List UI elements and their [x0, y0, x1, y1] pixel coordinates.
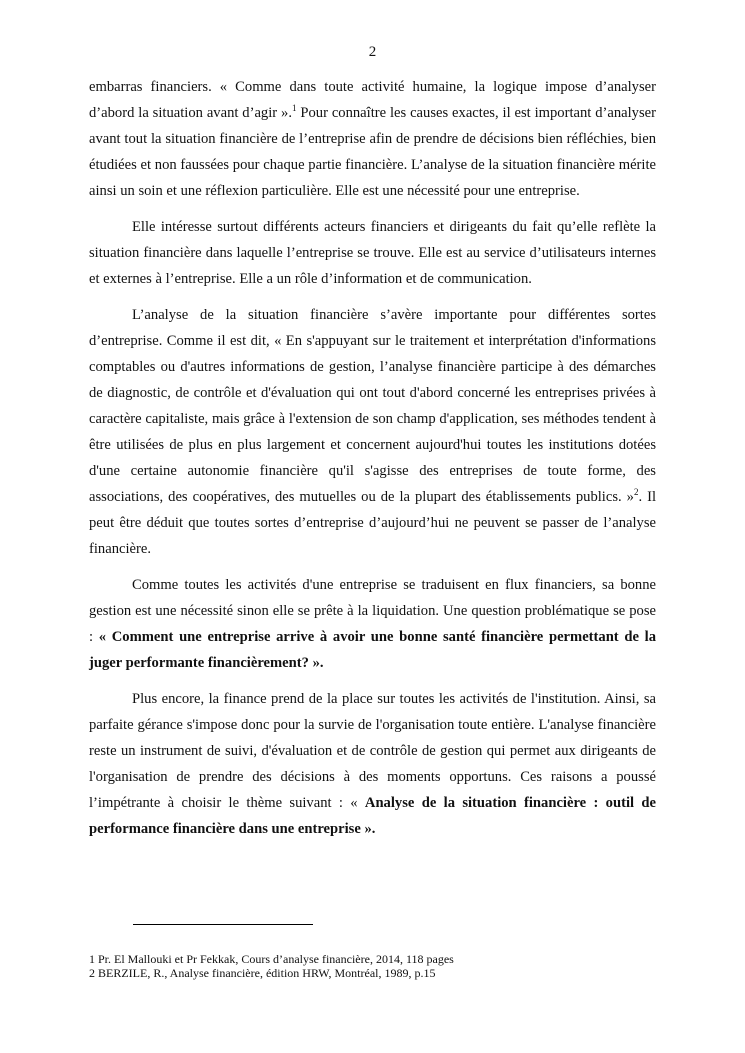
paragraph-text: embarras financiers. « Comme dans toute activité humaine, la logique impose d’analyser d’abord la situation avant d’agir ». [89, 79, 656, 121]
footnote-ref-2: 2 [633, 487, 639, 497]
body-text [89, 74, 656, 852]
paragraph-problem-statement [89, 572, 656, 676]
problem-question: « Comment une entreprise arrive à avoir une bonne santé financière permettant de la juger performante financièrement? ». [89, 629, 657, 671]
paragraph-text: Plus encore, la finance prend de la place sur toutes les activités de l'institution. Ainsi, sa parfaite gérance s'impose donc pour la survie de l'organisation toute entière. L'analyse financière reste un instrument de suivi, d'évaluation et de contrôle de gestion qui permet aux dirigeants de l'organisation de prendre des décisions à des moments opportuns. Ces raisons a poussé l’impétrante à choisir le thème suivant : « [89, 691, 656, 811]
paragraph [89, 214, 656, 292]
footnote-2: 2 BERZILE, R., Analyse financière, édition HRW, Montréal, 1989, p.15 [89, 966, 436, 980]
paragraph-text: Pour connaître les causes exactes, il est important d’analyser avant tout la situation financière de l’entreprise afin de prendre de décisions bien réfléchies, bien étudiées et non faussées pour chaque partie financière. L’analyse de la situation financière mérite ainsi un soin et une réflexion particulière. Elle est une nécessité pour une entreprise. [89, 105, 656, 199]
paragraph-text: Elle intéresse surtout différents acteurs financiers et dirigeants du fait qu’elle reflète la situation financière dans laquelle l’entreprise se trouve. Elle est au service d’utilisateurs internes et externes à l’entreprise. Elle a un rôle d’information et de communication. [89, 219, 656, 287]
footnotes [89, 952, 656, 980]
footnote-separator [133, 924, 313, 925]
paragraph-text: Comme toutes les activités d'une entreprise se traduisent en flux financiers, sa bonne gestion est une nécessité sinon elle se prête à la liquidation. Une question problématique se pose : [89, 577, 656, 645]
paragraph-text: L’analyse de la situation financière s’avère importante pour différentes sortes d’entreprise. Comme il est dit, « En s'appuyant sur le traitement et interprétation d'informations comptables ou d'autres informations de gestion, l’analyse financière participe à des démarches de diagnostic, de contrôle et d'évaluation qui ont tout d'abord concerné les entreprises privées à caractère capitaliste, mais grâce à l'extension de son champ d'application, ses méthodes tendent à être utilisées de plus en plus largement et concernent aujourd'hui toutes les institutions dotées d'une certaine autonomie financière qu'il s'agisse des entreprises de toute forme, des associations, des coopératives, des mutuelles ou de la plupart des établissements publics. » [89, 307, 656, 505]
thesis-theme: Analyse de la situation financière : outil de performance financière dans une entreprise ». [89, 795, 656, 837]
page-number: 2 [368, 44, 377, 60]
paragraph-theme [89, 686, 656, 842]
footnote-1: 1 Pr. El Mallouki et Pr Fekkak, Cours d’analyse financière, 2014, 118 pages [89, 952, 454, 966]
paragraph-text: . Il peut être déduit que toutes sortes d’entreprise d’aujourd’hui ne peuvent se passer de l’analyse financière. [89, 489, 657, 557]
paragraph-continuation [89, 74, 656, 204]
footnote-ref-1: 1 [291, 103, 297, 113]
paragraph [89, 302, 656, 562]
